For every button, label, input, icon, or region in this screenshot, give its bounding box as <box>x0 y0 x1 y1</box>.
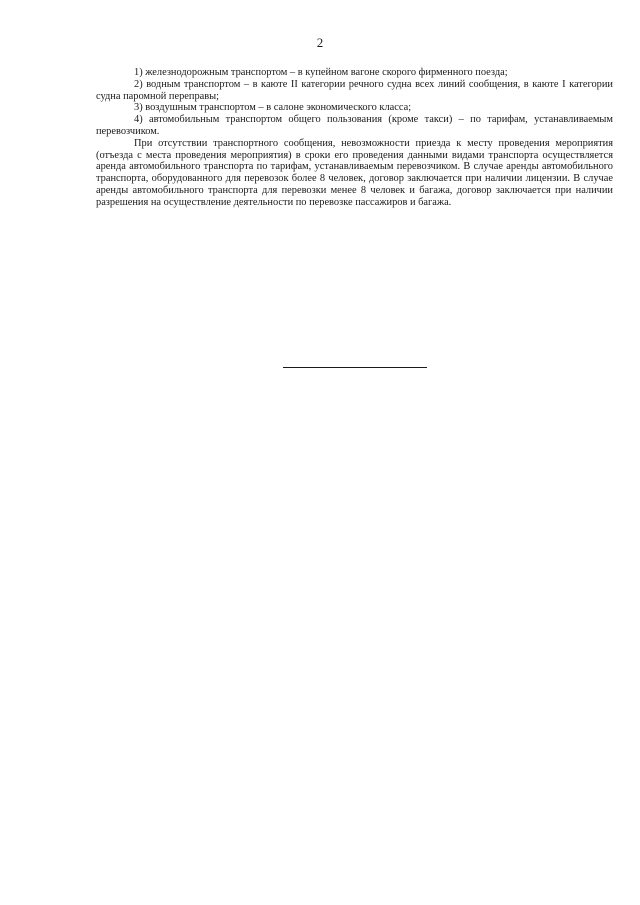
end-of-document-line <box>283 367 427 368</box>
list-item-rail: 1) железнодорожным транспортом – в купейном вагоне скорого фирменного поезда; <box>134 67 508 78</box>
page-number: 2 <box>316 35 324 50</box>
list-item-road: 4) автомобильным транспортом общего пользования (кроме такси) – по тарифам, устанавливаемым перевозчиком. <box>96 114 613 137</box>
list-item-water: 2) водным транспортом – в каюте II категории речного судна всех линий сообщения, в каюте I категории судна паромной переправы; <box>96 78 613 102</box>
list-item-air: 3) воздушным транспортом – в салоне экономического класса; <box>134 102 412 114</box>
paragraph-rental: При отсутствии транспортного сообщения, невозможности приезда к месту проведения мероприятия (отъезда с места проведения мероприятия) в сроки его проведения данными видами транспорта осуществляется аренда автомобильного транспорта по тарифам, устанавливаемым перевозчиком. В случае аренды автомобильного транспорта, оборудованного для перевозок более 8 человек, договор заключается при наличии лицензии. В случае аренды автомобильного транспорта для перевозки менее 8 человек и багажа, договор заключается при наличии разрешения на осуществление деятельности по перевозке пассажиров и багажа. <box>96 137 613 208</box>
document-body <box>96 67 613 209</box>
